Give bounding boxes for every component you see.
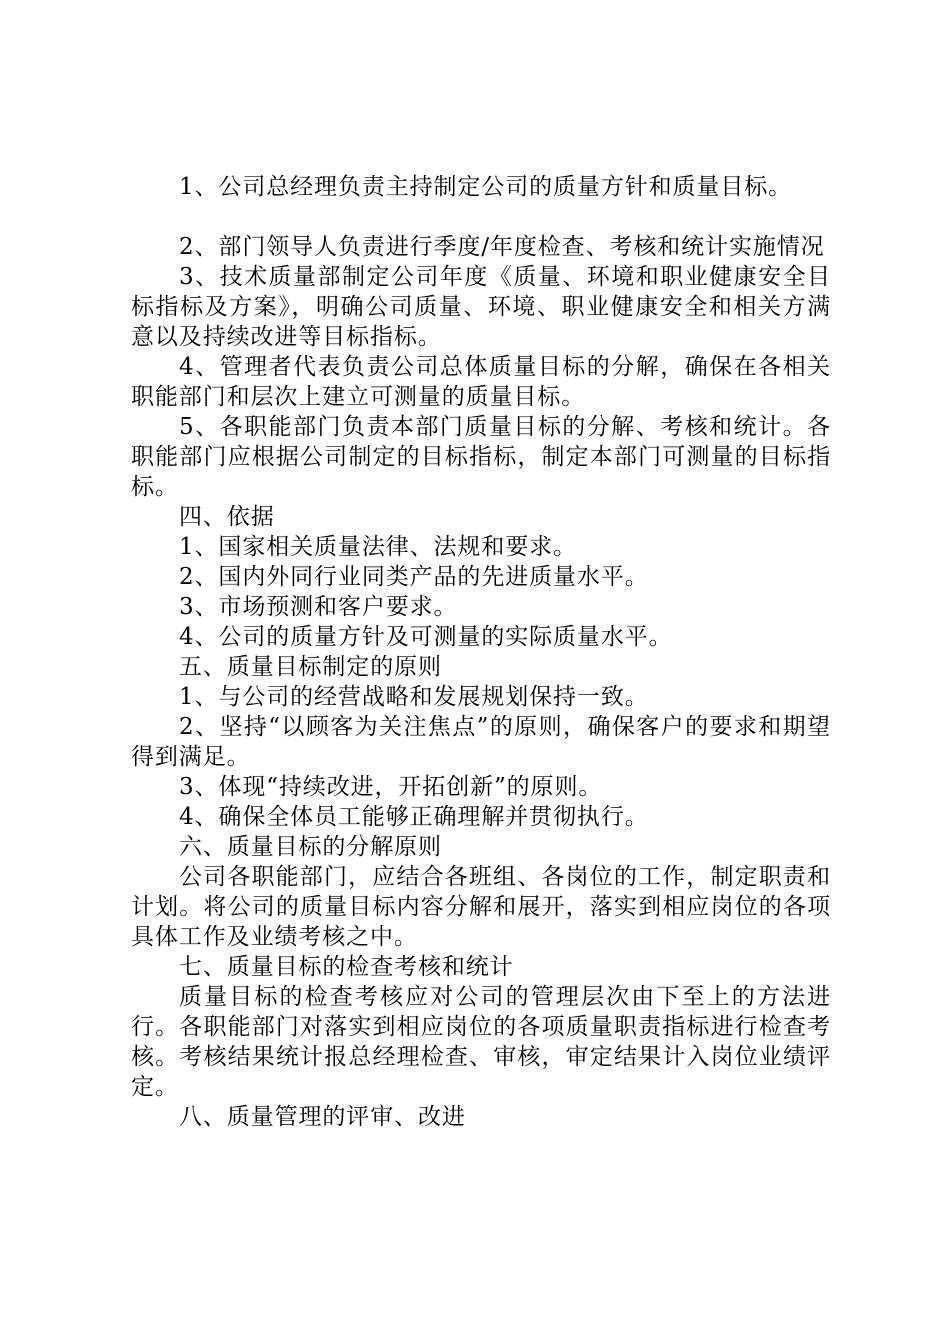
section-heading-inspection: 七、质量目标的检查考核和统计 (179, 954, 514, 980)
paragraph-principle-3: 3、体现“持续改进，开拓创新”的原则。 (179, 774, 603, 800)
paragraph-basis-2: 2、国内外同行业同类产品的先进质量水平。 (179, 564, 649, 590)
paragraph-principle-2: 2、坚持“以顾客为关注焦点”的原则，确保客户的要求和期望得到满足。 (131, 714, 831, 770)
paragraph-principle-4: 4、确保全体员工能够正确理解并贯彻执行。 (179, 804, 649, 830)
section-heading-review: 八、质量管理的评审、改进 (179, 1104, 466, 1130)
document-body (131, 172, 831, 1132)
section-heading-decomposition: 六、质量目标的分解原则 (179, 834, 442, 860)
paragraph-basis-3: 3、市场预测和客户要求。 (179, 594, 458, 620)
section-heading-basis: 四、依据 (179, 504, 275, 530)
paragraph-responsibility-1: 1、公司总经理负责主持制定公司的质量方针和质量目标。 (179, 174, 793, 200)
paragraph-responsibility-2: 2、部门领导人负责进行季度/年度检查、考核和统计实施情况 (179, 234, 825, 260)
paragraph-responsibility-5: 5、各职能部门负责本部门质量目标的分解、考核和统计。各职能部门应根据公司制定的目标指标，制定本部门可测量的目标指标。 (131, 414, 831, 500)
paragraph-decomposition: 公司各职能部门，应结合各班组、各岗位的工作，制定职责和计划。将公司的质量目标内容分解和展开，落实到相应岗位的各项具体工作及业绩考核之中。 (131, 864, 831, 950)
paragraph-responsibility-4: 4、管理者代表负责公司总体质量目标的分解，确保在各相关职能部门和层次上建立可测量的质量目标。 (131, 354, 831, 410)
paragraph-responsibility-3: 3、技术质量部制定公司年度《质量、环境和职业健康安全目标指标及方案》，明确公司质量、环境、职业健康安全和相关方满意以及持续改进等目标指标。 (131, 264, 831, 350)
section-heading-principles: 五、质量目标制定的原则 (179, 654, 442, 680)
paragraph-principle-1: 1、与公司的经营战略和发展规划保持一致。 (179, 684, 649, 710)
paragraph-basis-4: 4、公司的质量方针及可测量的实际质量水平。 (179, 624, 673, 650)
paragraph-inspection: 质量目标的检查考核应对公司的管理层次由下至上的方法进行。各职能部门对落实到相应岗位的各项质量职责指标进行检查考核。考核结果统计报总经理检查、审核，审定结果计入岗位业绩评定。 (131, 984, 831, 1100)
paragraph-basis-1: 1、国家相关质量法律、法规和要求。 (179, 534, 577, 560)
